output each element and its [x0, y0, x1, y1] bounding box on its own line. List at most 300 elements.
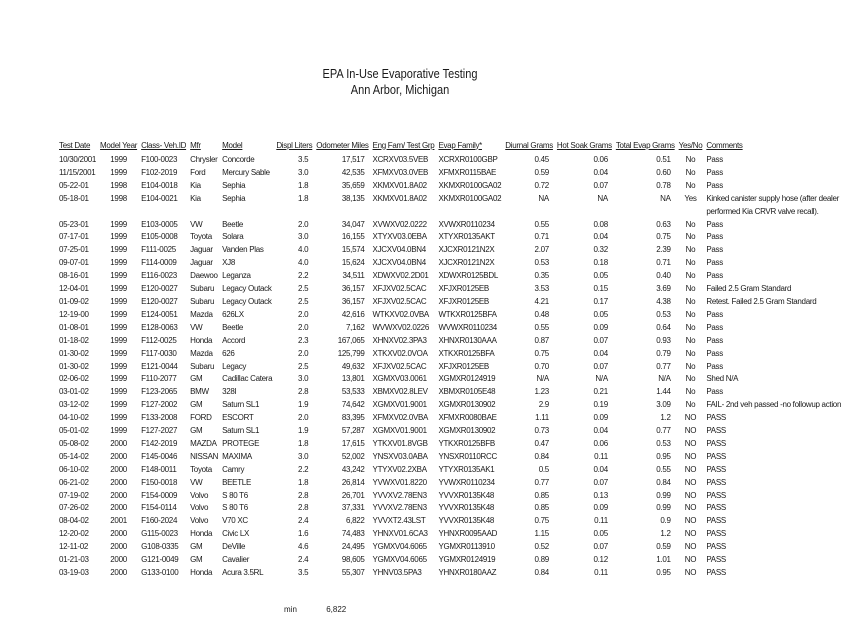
table-cell: 2.3	[298, 335, 309, 345]
table-cell: 0.73	[534, 426, 549, 436]
table-cell: Mercury Sable	[222, 167, 270, 177]
table-cell: XFMXV03.0VEB	[372, 167, 429, 177]
table-cell: 0.95	[656, 568, 671, 577]
table-cell: YVVXT2.43LST	[372, 516, 426, 526]
table-cell: NO	[684, 568, 697, 577]
table-cell: 42,535	[341, 167, 365, 177]
table-cell: XTKXV02.0VOA	[372, 348, 428, 358]
table-cell: F110-2077	[141, 374, 177, 384]
table-cell: 1999	[110, 309, 127, 319]
table-cell: 328I	[222, 387, 237, 397]
table-cell: 11/15/2001	[59, 167, 96, 177]
table-cell: 4.38	[656, 296, 671, 306]
table-row	[57, 373, 843, 386]
table-cell: Saturn SL1	[222, 426, 260, 436]
table-cell: Shed N/A	[706, 374, 739, 384]
table-cell: 0.08	[593, 219, 608, 229]
table-cell: E104-0018	[141, 180, 178, 190]
table-cell: NO	[684, 490, 697, 500]
table-cell: 1999	[110, 219, 127, 229]
table-cell: NO	[684, 529, 697, 539]
table-cell: 1999	[110, 374, 127, 384]
table-cell: 0.05	[593, 529, 608, 539]
table-cell: 0.17	[593, 296, 608, 306]
table-cell: XFMXR0115BAE	[438, 167, 497, 177]
table-cell: 0.63	[656, 219, 671, 229]
table-row	[57, 154, 843, 167]
table-cell: 0.93	[656, 335, 671, 345]
table-cell: XFJXR0125EB	[438, 361, 489, 371]
table-cell: F127-2027	[141, 426, 178, 436]
table-cell: 0.04	[593, 232, 608, 242]
table-row	[57, 412, 843, 425]
table-cell: F123-2065	[141, 387, 178, 397]
table-cell: F102-2019	[141, 167, 178, 177]
table-cell: Pass	[706, 232, 723, 242]
table-cell: 1999	[110, 271, 127, 281]
table-cell: Mazda	[190, 348, 213, 358]
table-cell: 0.07	[593, 180, 608, 190]
table-cell: XTKXR0125BFA	[438, 348, 495, 358]
table-cell: 2.5	[298, 296, 309, 306]
table-cell: F145-0046	[141, 451, 178, 461]
table-cell: 0.07	[593, 542, 608, 552]
table-cell: 0.84	[656, 477, 671, 487]
table-cell: YNSXV03.0ABA	[372, 451, 428, 461]
table-cell: Pass	[706, 180, 723, 190]
table-cell: PASS	[706, 542, 726, 552]
table-cell: XFJXV02.5CAC	[372, 296, 427, 306]
table-cell: MAXIMA	[222, 451, 252, 461]
table-cell: WTKXV02.0VBA	[372, 309, 429, 319]
table-cell: Solara	[222, 232, 244, 242]
table-cell: 0.55	[534, 322, 549, 332]
table-cell: 2.0	[298, 219, 309, 229]
table-cell: V70 XC	[222, 516, 248, 526]
table-cell: No	[685, 258, 696, 268]
table-cell: 3.69	[656, 284, 671, 294]
table-cell: 0.64	[656, 322, 671, 332]
table-cell: 2.5	[298, 361, 309, 371]
table-cell: Pass	[706, 155, 723, 164]
table-cell: NO	[684, 413, 697, 423]
table-cell: F117-0030	[141, 348, 177, 358]
table-cell: 0.53	[656, 309, 671, 319]
table-cell: No	[685, 374, 696, 384]
table-cell: Daewoo	[190, 271, 218, 281]
table-cell: 42,616	[341, 309, 365, 319]
table-cell: 7,162	[346, 322, 365, 332]
table-row	[57, 348, 843, 361]
table-cell: 0.52	[534, 542, 549, 552]
table-cell: PASS	[706, 529, 726, 539]
table-cell: 2000	[110, 451, 127, 461]
table-cell: 2.4	[298, 516, 309, 526]
table-cell: BMW	[190, 387, 209, 397]
table-cell: 2000	[110, 464, 127, 474]
table-cell: 2.5	[298, 284, 309, 294]
table-cell: E121-0044	[141, 361, 178, 371]
table-cell: No	[685, 271, 696, 281]
column-header: Hot Soak Grams	[556, 140, 612, 150]
table-cell: Retest. Failed 2.5 Gram Standard	[706, 296, 817, 306]
table-cell: 3.0	[298, 167, 309, 177]
table-cell: F148-0011	[141, 464, 177, 474]
table-cell: Pass	[706, 219, 723, 229]
table-cell: No	[685, 335, 696, 345]
table-row	[57, 477, 843, 490]
table-cell: Pass	[706, 335, 723, 345]
table-cell: 34,047	[341, 219, 365, 229]
table-cell: Sephia	[222, 180, 246, 190]
table-cell: 1999	[110, 387, 127, 397]
table-cell: XFMXR0080BAE	[438, 413, 497, 423]
table-cell: YVVXR0135K48	[438, 503, 494, 513]
table-cell: No	[685, 284, 696, 294]
table-cell: 0.51	[656, 155, 671, 164]
column-header: Comments	[706, 140, 743, 150]
table-cell: YTYXV02.2XBA	[372, 464, 427, 474]
column-header: Evap Family*	[438, 140, 482, 150]
table-cell: 0.05	[593, 309, 608, 319]
table-cell: 0.11	[594, 516, 608, 526]
table-cell: 2000	[110, 542, 127, 552]
table-cell: NO	[684, 477, 697, 487]
table-cell: 12-19-00	[59, 309, 89, 319]
table-cell: PASS	[706, 503, 726, 513]
table-cell: No	[685, 400, 696, 410]
table-header-row	[57, 130, 843, 154]
table-cell: 2.39	[656, 245, 671, 255]
table-cell: YGMXR0113910	[438, 542, 495, 552]
table-cell: 0.79	[656, 348, 671, 358]
table-cell: No	[685, 322, 696, 332]
table-cell: XFJXR0125EB	[438, 284, 489, 294]
table-cell: 74,483	[341, 529, 365, 539]
table-cell: Subaru	[190, 296, 215, 306]
table-cell: 0.06	[593, 155, 608, 164]
table-cell: Pass	[706, 387, 723, 397]
table-cell: 0.04	[593, 348, 608, 358]
table-cell: NA	[597, 193, 608, 203]
table-cell: Legacy Outack	[222, 296, 272, 306]
table-cell: XCRXV03.5VEB	[372, 155, 429, 164]
table-cell: 0.40	[656, 271, 671, 281]
table-cell: NA	[538, 193, 549, 203]
table-cell: PROTEGE	[222, 438, 260, 448]
table-cell: YHNXR0180AAZ	[438, 568, 497, 577]
table-row	[57, 425, 843, 438]
table-cell: No	[685, 296, 696, 306]
table-cell: 0.78	[656, 180, 671, 190]
table-cell: F127-2002	[141, 400, 178, 410]
table-cell: NO	[684, 555, 697, 565]
table-cell: 01-30-02	[59, 348, 89, 358]
table-cell: XVWXV02.0222	[372, 219, 427, 229]
table-cell: 05-14-02	[59, 451, 89, 461]
table-cell: No	[685, 180, 696, 190]
table-cell: XJCXV04.0BN4	[372, 245, 426, 255]
table-cell: No	[685, 232, 696, 242]
document-title: EPA In-Use Evaporative Testing	[322, 67, 478, 81]
table-cell: FAIL- 2nd veh passed -no followup action	[706, 400, 842, 410]
evap-test-table	[57, 130, 843, 580]
table-cell: Jaguar	[190, 245, 213, 255]
table-cell: 83,395	[341, 413, 365, 423]
table-cell: 24,495	[341, 542, 365, 552]
table-cell: XDWXV02.2D01	[372, 271, 429, 281]
table-row	[57, 554, 843, 567]
table-cell: Legacy	[222, 361, 247, 371]
table-cell: Camry	[222, 464, 245, 474]
table-cell: 53,533	[341, 387, 365, 397]
table-cell: 0.04	[593, 426, 608, 436]
table-cell: 04-10-02	[59, 413, 89, 423]
table-cell: 08-04-02	[59, 516, 89, 526]
table-cell: 1.11	[535, 413, 549, 423]
table-cell: 10/30/2001	[59, 155, 97, 164]
table-cell: XFMXV02.0VBA	[372, 413, 429, 423]
table-cell: Vanden Plas	[222, 245, 264, 255]
table-cell: F111-0025	[141, 245, 176, 255]
table-cell: No	[685, 309, 696, 319]
table-cell: XKMXV01.8A02	[372, 193, 427, 203]
table-cell: 1.01	[656, 555, 671, 565]
table-cell: 38,135	[341, 193, 365, 203]
table-cell: F112-0025	[141, 335, 177, 345]
table-cell: 1999	[110, 335, 127, 345]
table-cell: 05-08-02	[59, 438, 89, 448]
table-cell: 0.21	[593, 387, 608, 397]
table-cell: 0.04	[593, 464, 608, 474]
table-cell: 2000	[110, 438, 127, 448]
table-footer	[284, 605, 346, 614]
table-cell: 2.0	[298, 322, 309, 332]
table-cell: 2.0	[298, 309, 309, 319]
table-cell: 0.35	[534, 271, 549, 281]
table-cell: 0.85	[534, 490, 549, 500]
table-row	[57, 502, 843, 515]
table-cell: No	[685, 348, 696, 358]
table-cell: No	[685, 387, 696, 397]
table-cell: 1.6	[298, 529, 309, 539]
table-cell: 07-26-02	[59, 503, 89, 513]
table-cell: NA	[660, 193, 671, 203]
table-cell: 0.75	[656, 232, 671, 242]
footer-value: 6,822	[326, 605, 347, 614]
column-header: Total Evap Grams	[615, 140, 675, 150]
table-cell: 0.48	[534, 309, 549, 319]
table-cell: XHNXV02.3PA3	[372, 335, 427, 345]
table-cell: 0.77	[534, 477, 549, 487]
table-cell: 05-01-02	[59, 426, 89, 436]
table-cell: 0.99	[656, 503, 671, 513]
table-cell: Saturn SL1	[222, 400, 260, 410]
table-cell: PASS	[706, 555, 726, 565]
table-row	[57, 257, 843, 270]
table-cell: 01-18-02	[59, 335, 89, 345]
table-cell: 1.44	[656, 387, 671, 397]
table-cell: YTYXR0135AK1	[438, 464, 495, 474]
table-cell: 2.8	[298, 490, 309, 500]
table-cell: 01-09-02	[59, 296, 89, 306]
table-cell: F100-0023	[141, 155, 178, 164]
table-cell: 167,065	[337, 335, 365, 345]
table-cell: 0.70	[534, 361, 549, 371]
table-cell: XFJXR0125EB	[438, 296, 489, 306]
table-cell: XJCXR0121N2X	[438, 258, 495, 268]
table-cell: F133-2008	[141, 413, 178, 423]
table-cell: NO	[684, 503, 697, 513]
table-cell: 0.84	[534, 568, 549, 577]
table-row	[57, 361, 843, 374]
table-cell: Legacy Outack	[222, 284, 272, 294]
table-row	[57, 296, 843, 309]
table-cell: 2.0	[298, 413, 309, 423]
table-cell: 09-07-01	[59, 258, 89, 268]
table-cell: NO	[684, 542, 697, 552]
table-cell: Toyota	[190, 232, 212, 242]
table-cell: Cavalier	[222, 555, 250, 565]
table-cell: YVWXR0110234	[438, 477, 495, 487]
table-cell: XJCXR0121N2X	[438, 245, 495, 255]
table-cell: Civic LX	[222, 529, 250, 539]
table-row	[57, 322, 843, 335]
table-row	[57, 180, 843, 193]
table-cell: 17,615	[341, 438, 365, 448]
table-cell: 0.11	[594, 568, 608, 577]
table-cell: 1999	[110, 258, 127, 268]
table-cell: GM	[190, 400, 203, 410]
table-cell: 2.8	[298, 387, 309, 397]
table-cell: 2.8	[298, 503, 309, 513]
table-cell: 49,632	[341, 361, 365, 371]
table-cell: Pass	[706, 348, 723, 358]
table-cell: 1.8	[298, 477, 309, 487]
table-cell: Pass	[706, 245, 723, 255]
table-cell: 1999	[110, 232, 127, 242]
column-header: Odometer Miles	[316, 140, 369, 150]
table-row	[57, 386, 843, 399]
table-row	[57, 541, 843, 554]
table-cell: PASS	[706, 477, 726, 487]
table-cell: 0.18	[593, 258, 608, 268]
table-cell: 16,155	[341, 232, 365, 242]
table-cell: F142-2019	[141, 438, 178, 448]
document-subtitle: Ann Arbor, Michigan	[350, 83, 450, 97]
table-row	[57, 270, 843, 283]
table-cell: 2000	[110, 477, 127, 487]
table-cell: Kinked canister supply hose (after dealer performed Kia CRVR valve recall).	[706, 193, 840, 216]
table-cell: Acura 3.5RL	[222, 568, 264, 577]
table-cell: N/A	[595, 374, 608, 384]
table-cell: 2.2	[298, 271, 309, 281]
table-cell: 0.12	[593, 555, 608, 565]
table-cell: F160-2024	[141, 516, 178, 526]
table-cell: 0.99	[656, 490, 671, 500]
table-cell: 0.85	[534, 503, 549, 513]
table-cell: No	[685, 219, 696, 229]
table-cell: 0.45	[534, 155, 549, 164]
table-cell: GM	[190, 426, 203, 436]
table-cell: 0.53	[534, 258, 549, 268]
table-cell: Honda	[190, 529, 213, 539]
table-row	[57, 244, 843, 257]
table-cell: XBMXR0105E48	[438, 387, 496, 397]
table-cell: XFJXV02.5CAC	[372, 284, 427, 294]
table-cell: YHNV03.5PA3	[372, 568, 422, 577]
table-cell: ESCORT	[222, 413, 254, 423]
table-cell: 1.8	[298, 180, 309, 190]
table-cell: PASS	[706, 426, 726, 436]
table-row	[57, 335, 843, 348]
table-cell: No	[685, 167, 696, 177]
table-cell: 0.87	[534, 335, 549, 345]
table-row	[57, 515, 843, 528]
table-cell: E116-0023	[141, 271, 177, 281]
table-cell: 2.4	[298, 555, 309, 565]
table-cell: Honda	[190, 568, 213, 577]
table-cell: 0.72	[534, 180, 549, 190]
table-cell: 3.5	[298, 568, 309, 577]
table-cell: 0.47	[534, 438, 549, 448]
table-cell: 0.06	[593, 438, 608, 448]
table-cell: 0.59	[534, 167, 549, 177]
table-row	[57, 167, 843, 180]
table-cell: 0.9	[660, 516, 671, 526]
table-cell: XKMXV01.8A02	[372, 180, 427, 190]
column-header: Test Date	[59, 140, 91, 150]
table-cell: 1998	[110, 193, 127, 203]
table-cell: YVWXV01.8220	[372, 477, 427, 487]
table-cell: 1999	[110, 361, 127, 371]
table-cell: 1.8	[298, 193, 309, 203]
table-cell: 2001	[110, 516, 127, 526]
table-cell: YVVXR0135K48	[438, 490, 494, 500]
table-cell: 0.07	[593, 477, 608, 487]
table-cell: 1.2	[660, 413, 671, 423]
column-header: Eng Fam/ Test Grp	[372, 140, 435, 150]
table-cell: Sephia	[222, 193, 246, 203]
table-cell: 08-16-01	[59, 271, 89, 281]
table-cell: PASS	[706, 490, 726, 500]
table-cell: Pass	[706, 167, 723, 177]
table-cell: Pass	[706, 258, 723, 268]
table-cell: 0.71	[656, 258, 671, 268]
table-cell: 15,574	[341, 245, 365, 255]
table-cell: 0.84	[534, 451, 549, 461]
table-cell: 2.9	[538, 400, 549, 410]
table-cell: GM	[190, 555, 203, 565]
table-cell: 2000	[110, 529, 127, 539]
table-cell: PASS	[706, 568, 726, 577]
table-cell: 03-01-02	[59, 387, 89, 397]
table-cell: NISSAN	[190, 451, 219, 461]
table-cell: YGMXV04.6065	[372, 542, 427, 552]
table-cell: No	[685, 361, 696, 371]
table-cell: 15,624	[341, 258, 365, 268]
table-cell: 2.2	[298, 464, 309, 474]
column-header: Mfr	[190, 140, 201, 150]
table-cell: F154-0009	[141, 490, 178, 500]
table-cell: YGMXR0124919	[438, 555, 496, 565]
table-cell: XGMXR0130902	[438, 426, 496, 436]
table-cell: FORD	[190, 413, 212, 423]
table-cell: 06-10-02	[59, 464, 89, 474]
table-row	[57, 219, 843, 232]
table-cell: 36,157	[341, 296, 365, 306]
table-cell: 06-21-02	[59, 477, 89, 487]
